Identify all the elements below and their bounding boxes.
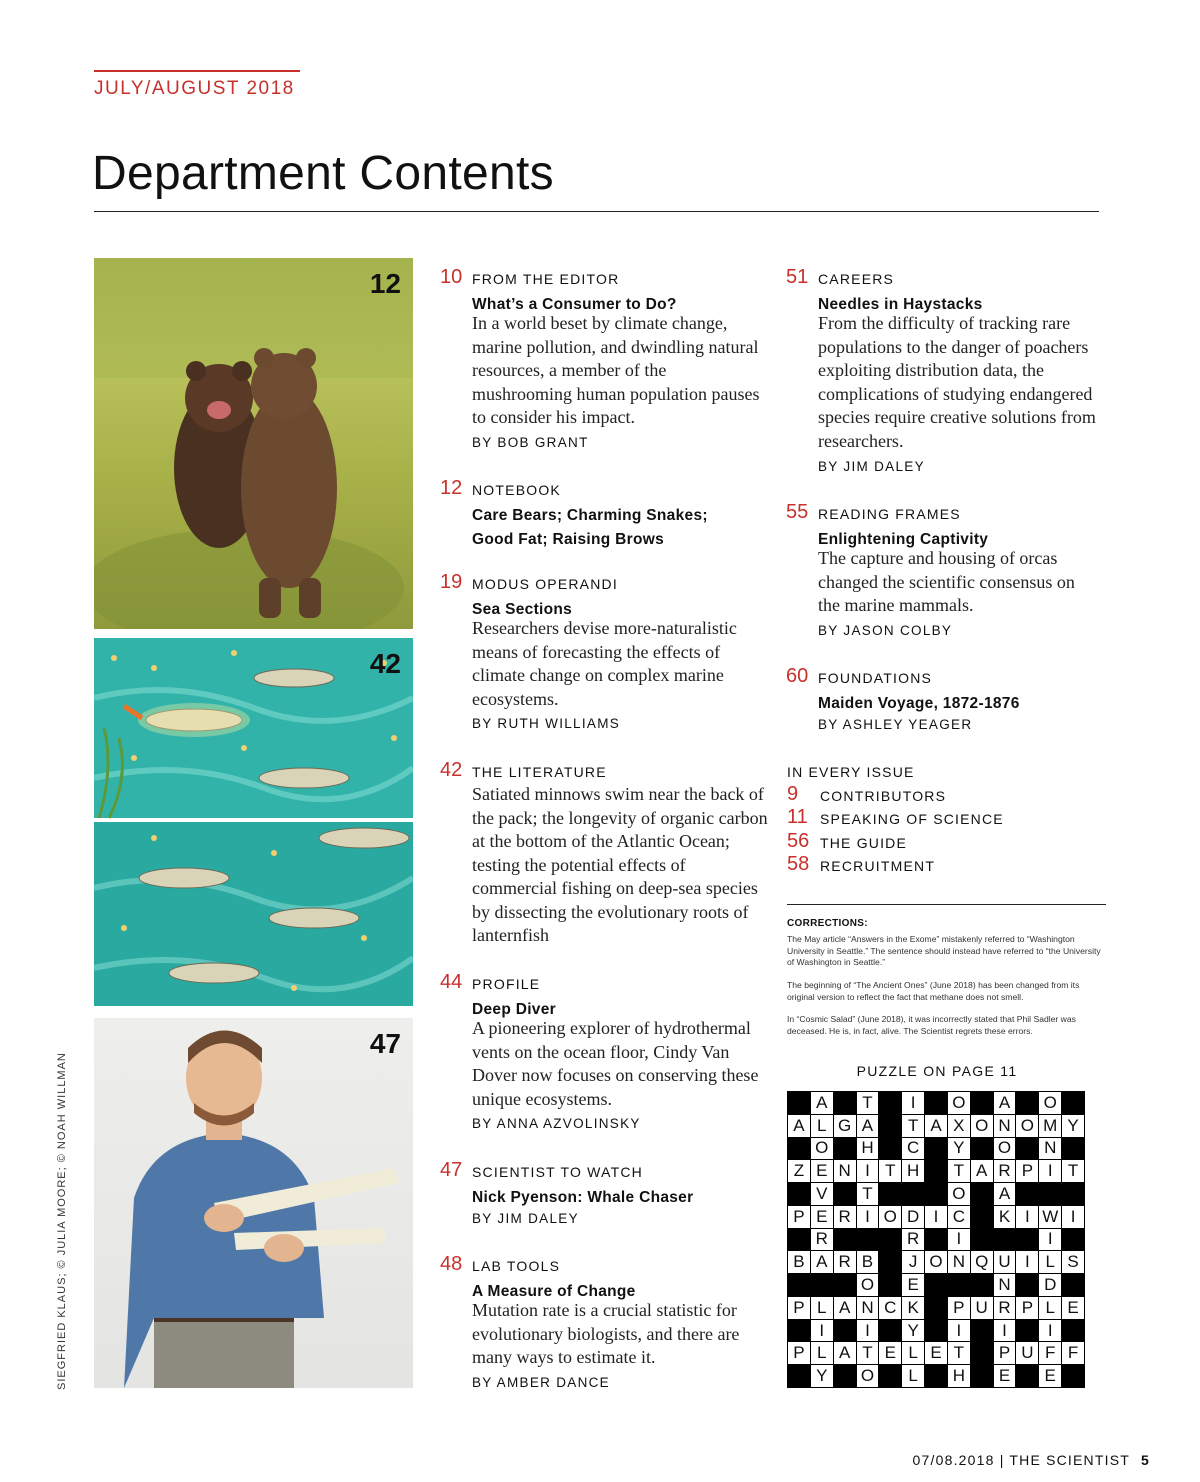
crossword-cell: O [1016, 1115, 1038, 1137]
entry-department: NOTEBOOK [472, 482, 561, 498]
crossword-cell: Q [971, 1251, 993, 1273]
crossword-cell: T [902, 1115, 924, 1137]
entry-headline[interactable]: Sea Sections [472, 601, 573, 618]
crossword-cell: R [902, 1229, 924, 1251]
crossword-block [834, 1229, 856, 1251]
entry-headline[interactable]: A Measure of Change [472, 1283, 636, 1300]
corrections-title: CORRECTIONS: [787, 918, 868, 929]
crossword-cell: O [994, 1138, 1016, 1160]
every-issue-page-number: 11 [787, 806, 808, 828]
crossword-cell: I [857, 1160, 879, 1182]
crossword-block [971, 1342, 993, 1364]
page-footer [912, 1452, 1150, 1468]
crossword-block [902, 1183, 924, 1205]
entry-careers[interactable] [786, 266, 1106, 476]
crossword-cell: I [1039, 1320, 1061, 1342]
crossword-cell: O [948, 1092, 970, 1114]
every-issue-label: THE GUIDE [820, 835, 908, 851]
puzzle-title: PUZZLE ON PAGE 11 [856, 1063, 1018, 1079]
crossword-block [788, 1229, 810, 1251]
crossword-block [925, 1274, 947, 1296]
crossword-cell: O [857, 1365, 879, 1387]
crossword-cell: T [857, 1342, 879, 1364]
crossword-cell: C [879, 1297, 901, 1319]
crossword-block [1062, 1229, 1084, 1251]
crossword-cell: I [857, 1320, 879, 1342]
crossword-block [834, 1092, 856, 1114]
every-issue-page-number: 58 [787, 853, 810, 875]
entry-modus-operandi[interactable] [440, 571, 760, 736]
crossword-cell: T [948, 1342, 970, 1364]
crossword-cell: P [994, 1342, 1016, 1364]
crossword-cell: Y [948, 1138, 970, 1160]
crossword-block [925, 1229, 947, 1251]
crossword-cell: L [811, 1115, 833, 1137]
crossword-cell: L [811, 1342, 833, 1364]
entry-page-number: 60 [786, 665, 809, 687]
crossword-block [788, 1092, 810, 1114]
bear-cubs-illustration [94, 258, 413, 629]
entry-department: PROFILE [472, 976, 541, 992]
entry-byline: BY JIM DALEY [818, 459, 925, 474]
entry-page-number: 48 [440, 1253, 463, 1275]
crossword-cell: R [811, 1229, 833, 1251]
entry-description: Mutation rate is a crucial statistic for evolutionary biologists, and there are many ways to estimate it. [472, 1300, 740, 1367]
crossword-block [1039, 1183, 1061, 1205]
entry-description: The capture and housing of orcas changed the scientific consensus on the marine mammals. [818, 548, 1075, 615]
crossword-block [788, 1183, 810, 1205]
crossword-cell: S [1062, 1251, 1084, 1273]
entry-page-number: 51 [786, 266, 809, 288]
crossword-block [1016, 1092, 1038, 1114]
crossword-block [879, 1229, 901, 1251]
entry-profile[interactable] [440, 971, 760, 1136]
entry-reading-frames[interactable] [786, 501, 1106, 641]
crossword-cell: I [1039, 1160, 1061, 1182]
photo-bears[interactable] [94, 258, 413, 629]
photo-page-number: 47 [369, 1028, 401, 1059]
crossword-block [1016, 1229, 1038, 1251]
every-issue-title: IN EVERY ISSUE [787, 764, 915, 780]
crossword-cell: A [857, 1115, 879, 1137]
crossword-block [788, 1138, 810, 1160]
crossword-cell: F [1062, 1342, 1084, 1364]
entry-foundations[interactable] [786, 665, 1106, 740]
entry-page-number: 42 [440, 759, 463, 781]
crossword-cell: J [902, 1251, 924, 1273]
crossword-cell: N [857, 1297, 879, 1319]
crossword-cell: U [971, 1297, 993, 1319]
entry-headline[interactable]: Care Bears; Charming Snakes; Good Fat; Raising Brows [472, 507, 708, 548]
crossword-block [1062, 1274, 1084, 1296]
crossword-cell: I [948, 1229, 970, 1251]
crossword-cell: L [811, 1297, 833, 1319]
crossword-block [879, 1365, 901, 1387]
crossword-block [971, 1206, 993, 1228]
crossword-cell: P [1016, 1160, 1038, 1182]
crossword-cell: B [788, 1251, 810, 1273]
every-issue-label: SPEAKING OF SCIENCE [820, 811, 1004, 827]
crossword-block [788, 1365, 810, 1387]
crossword-cell: E [1039, 1365, 1061, 1387]
every-issue-item[interactable] [787, 853, 1087, 880]
entry-the-literature[interactable] [440, 759, 768, 949]
crossword-cell: F [1039, 1342, 1061, 1364]
entry-description: In a world beset by climate change, marine pollution, and dwindling natural resources, a member of the mushrooming human population pauses to consider his impact. [472, 313, 760, 427]
crossword-cell: T [857, 1183, 879, 1205]
every-issue-page-number: 56 [787, 830, 810, 852]
entry-byline: BY ANNA AZVOLINSKY [472, 1116, 641, 1131]
entry-headline[interactable]: Deep Diver [472, 1001, 556, 1018]
photo-credit: SIEGFRIED KLAUS; © JULIA MOORE; © NOAH WILLMAN [56, 1052, 68, 1390]
correction-paragraph: The May article “Answers in the Exome” mistakenly referred to “Washington University in Seattle.” The sentence should instead have referred to “the University of Washington in Seattle.” [787, 934, 1101, 967]
crossword-cell: N [1039, 1138, 1061, 1160]
crossword-cell: Z [788, 1160, 810, 1182]
crossword-block [879, 1183, 901, 1205]
crossword-block [1016, 1183, 1038, 1205]
crossword-block [834, 1365, 856, 1387]
crossword-cell: P [788, 1342, 810, 1364]
crossword-cell: I [925, 1206, 947, 1228]
crossword-cell: A [811, 1092, 833, 1114]
crossword-block [925, 1092, 947, 1114]
crossword-block [1016, 1138, 1038, 1160]
crossword-cell: P [788, 1297, 810, 1319]
crossword-cell: A [994, 1183, 1016, 1205]
entry-page-number: 44 [440, 971, 463, 993]
crossword-cell: I [1016, 1206, 1038, 1228]
every-issue-label: CONTRIBUTORS [820, 788, 947, 804]
photo-person[interactable] [94, 1018, 413, 1388]
crossword-cell: O [879, 1206, 901, 1228]
crossword-block [925, 1183, 947, 1205]
crossword-block [879, 1092, 901, 1114]
entry-description: Researchers devise more-naturalistic means of forecasting the effects of climate change on complex marine ecosystems. [472, 618, 737, 709]
footer-text: 07/08.2018 | THE SCIENTIST [912, 1452, 1130, 1468]
crossword-block [834, 1274, 856, 1296]
entry-headline[interactable]: Maiden Voyage, 1872-1876 [818, 695, 1020, 712]
crossword-cell: W [1039, 1206, 1061, 1228]
crossword-cell: A [971, 1160, 993, 1182]
crossword-block [925, 1365, 947, 1387]
crossword-cell: E [1062, 1297, 1084, 1319]
entry-scientist-to-watch[interactable] [440, 1159, 760, 1234]
crossword-cell: V [811, 1183, 833, 1205]
crossword-block [1062, 1092, 1084, 1114]
crossword-cell: A [834, 1342, 856, 1364]
crossword-block [971, 1092, 993, 1114]
corrections-rule [787, 904, 1106, 905]
crossword-cell: A [788, 1115, 810, 1137]
crossword-cell: A [834, 1297, 856, 1319]
crossword-block [1016, 1365, 1038, 1387]
crossword-block [971, 1229, 993, 1251]
crossword-cell: B [857, 1251, 879, 1273]
entry-headline[interactable]: Needles in Haystacks [818, 296, 983, 313]
crossword-cell: G [834, 1115, 856, 1137]
crossword-block [1016, 1274, 1038, 1296]
crossword-cell: K [902, 1297, 924, 1319]
crossword-cell: H [857, 1138, 879, 1160]
crossword-block [925, 1160, 947, 1182]
crossword-cell: T [948, 1160, 970, 1182]
crossword-grid [787, 1091, 1085, 1388]
entry-description: From the difficulty of tracking rare populations to the danger of poachers exploiting distribution data, the complications of studying endangered species require creative solutions from researchers. [818, 313, 1096, 451]
crossword-cell: E [925, 1342, 947, 1364]
crossword-cell: O [925, 1251, 947, 1273]
crossword-block [834, 1183, 856, 1205]
entry-page-number: 47 [440, 1159, 463, 1181]
crossword-cell: I [1062, 1206, 1084, 1228]
entry-department: CAREERS [818, 271, 895, 287]
footer-page-number: 5 [1141, 1452, 1150, 1468]
crossword-cell: O [1039, 1092, 1061, 1114]
crossword-cell: L [902, 1365, 924, 1387]
crossword-block [971, 1183, 993, 1205]
crossword-block [1062, 1320, 1084, 1342]
crossword-block [1016, 1320, 1038, 1342]
crossword-cell: I [1039, 1229, 1061, 1251]
crossword-cell: N [948, 1251, 970, 1273]
crossword-cell: N [834, 1160, 856, 1182]
crossword-block [925, 1320, 947, 1342]
photo-page-number: 42 [369, 648, 401, 679]
crossword-block [879, 1251, 901, 1273]
crossword-block [879, 1274, 901, 1296]
crossword-cell: U [1016, 1342, 1038, 1364]
crossword-cell: L [1039, 1297, 1061, 1319]
crossword-cell: R [994, 1297, 1016, 1319]
crossword-cell: D [1039, 1274, 1061, 1296]
scientist-portrait [94, 1018, 413, 1388]
crossword-cell: O [948, 1183, 970, 1205]
crossword-cell: H [902, 1160, 924, 1182]
crossword-block [1062, 1138, 1084, 1160]
crossword-block [925, 1297, 947, 1319]
crossword-cell: E [902, 1274, 924, 1296]
crossword-cell: E [811, 1160, 833, 1182]
crossword-cell: Y [1062, 1115, 1084, 1137]
title-rule [94, 211, 1099, 212]
entry-lab-tools[interactable] [440, 1253, 760, 1393]
entry-page-number: 10 [440, 266, 463, 288]
every-issue-page-number: 9 [787, 783, 799, 805]
crossword-cell: L [1039, 1251, 1061, 1273]
crossword-block [879, 1320, 901, 1342]
crossword-cell: N [994, 1274, 1016, 1296]
crossword-cell: I [994, 1320, 1016, 1342]
crossword-cell: A [994, 1092, 1016, 1114]
entry-department: READING FRAMES [818, 506, 961, 522]
crossword-block [788, 1274, 810, 1296]
entry-headline[interactable]: What’s a Consumer to Do? [472, 296, 677, 313]
crossword-block [971, 1138, 993, 1160]
crossword-cell: L [902, 1342, 924, 1364]
crossword-cell: I [902, 1092, 924, 1114]
crossword-block [971, 1365, 993, 1387]
crossword-cell: I [948, 1320, 970, 1342]
entry-page-number: 19 [440, 571, 463, 593]
crossword-cell: Y [902, 1320, 924, 1342]
crossword-cell: A [925, 1115, 947, 1137]
crossword-block [811, 1274, 833, 1296]
crossword-block [971, 1320, 993, 1342]
crossword-block [948, 1274, 970, 1296]
entry-department: FROM THE EDITOR [472, 271, 620, 287]
crossword-cell: I [1016, 1251, 1038, 1273]
crossword-cell: O [857, 1274, 879, 1296]
crossword-block [834, 1138, 856, 1160]
crossword-block [857, 1229, 879, 1251]
entry-description: A pioneering explorer of hydrothermal vents on the ocean floor, Cindy Van Dover now focuses on conserving these unique ecosystems. [472, 1018, 759, 1109]
entry-department: FOUNDATIONS [818, 670, 933, 686]
crossword-cell: P [948, 1297, 970, 1319]
entry-page-number: 55 [786, 501, 809, 523]
crossword-cell: E [994, 1365, 1016, 1387]
crossword-cell: X [948, 1115, 970, 1137]
crossword-cell: C [902, 1138, 924, 1160]
crossword-block [1062, 1183, 1084, 1205]
entry-department: THE LITERATURE [472, 764, 607, 780]
entry-byline: BY RUTH WILLIAMS [472, 716, 621, 731]
every-issue-item[interactable] [787, 783, 1087, 810]
crossword-cell: P [1016, 1297, 1038, 1319]
photo-fish[interactable] [94, 638, 413, 1006]
crossword-cell: C [948, 1206, 970, 1228]
every-issue-label: RECRUITMENT [820, 858, 936, 874]
crossword-block [994, 1229, 1016, 1251]
crossword-block [1062, 1365, 1084, 1387]
crossword-cell: T [857, 1092, 879, 1114]
every-issue-item[interactable] [787, 830, 1087, 857]
crossword-cell: H [948, 1365, 970, 1387]
crossword-cell: R [834, 1206, 856, 1228]
entry-byline: BY JIM DALEY [472, 1211, 579, 1226]
crossword-cell: N [994, 1115, 1016, 1137]
entry-headline[interactable]: Enlightening Captivity [818, 531, 989, 548]
crossword-cell: T [879, 1160, 901, 1182]
entry-byline: BY JASON COLBY [818, 623, 953, 638]
crossword-block [925, 1138, 947, 1160]
entry-page-number: 12 [440, 477, 463, 499]
crossword-block [879, 1138, 901, 1160]
crossword-cell: P [788, 1206, 810, 1228]
entry-byline: BY AMBER DANCE [472, 1375, 610, 1390]
crossword-cell: A [811, 1251, 833, 1273]
entry-byline: BY BOB GRANT [472, 435, 589, 450]
crossword-cell: E [811, 1206, 833, 1228]
entry-description: Satiated minnows swim near the back of the pack; the longevity of organic carbon at the bottom of the Atlantic Ocean; testing the potential effects of commercial fishing on deep-sea species by dissecting the evolutionary roots of lanternfish [472, 784, 768, 945]
correction-paragraph: The beginning of “The Ancient Ones” (June 2018) has been changed from its original version to reflect the fact that methane does not smell. [787, 980, 1080, 1002]
crossword-cell: R [834, 1251, 856, 1273]
crossword-cell: R [994, 1160, 1016, 1182]
entry-department: SCIENTIST TO WATCH [472, 1164, 643, 1180]
crossword-cell: U [994, 1251, 1016, 1273]
crossword-cell: M [1039, 1115, 1061, 1137]
crossword-cell: O [971, 1115, 993, 1137]
crossword-block [834, 1320, 856, 1342]
crossword-cell: K [994, 1206, 1016, 1228]
crossword-cell: E [879, 1342, 901, 1364]
entry-from-the-editor[interactable] [440, 266, 760, 451]
crossword-block [879, 1115, 901, 1137]
crossword-block [788, 1320, 810, 1342]
correction-paragraph: In “Cosmic Salad” (June 2018), it was incorrectly stated that Phil Sadler was deceased. He is, in fact, alive. The Scientist regrets these errors. [787, 1014, 1076, 1036]
page-title: Department Contents [92, 147, 554, 200]
entry-byline: BY ASHLEY YEAGER [818, 717, 973, 732]
issue-date: JULY/AUGUST 2018 [94, 70, 300, 100]
entry-department: LAB TOOLS [472, 1258, 561, 1274]
crossword-cell: Y [811, 1365, 833, 1387]
crossword-block [971, 1274, 993, 1296]
entry-department: MODUS OPERANDI [472, 576, 618, 592]
photo-page-number: 12 [369, 268, 401, 299]
minnows-illustration [94, 638, 413, 1006]
crossword-cell: D [902, 1206, 924, 1228]
every-issue-item[interactable] [787, 806, 1087, 833]
crossword-cell: I [811, 1320, 833, 1342]
crossword-cell: T [1062, 1160, 1084, 1182]
crossword-cell: O [811, 1138, 833, 1160]
entry-notebook[interactable] [440, 477, 760, 552]
crossword-cell: I [857, 1206, 879, 1228]
entry-headline[interactable]: Nick Pyenson: Whale Chaser [472, 1189, 694, 1206]
